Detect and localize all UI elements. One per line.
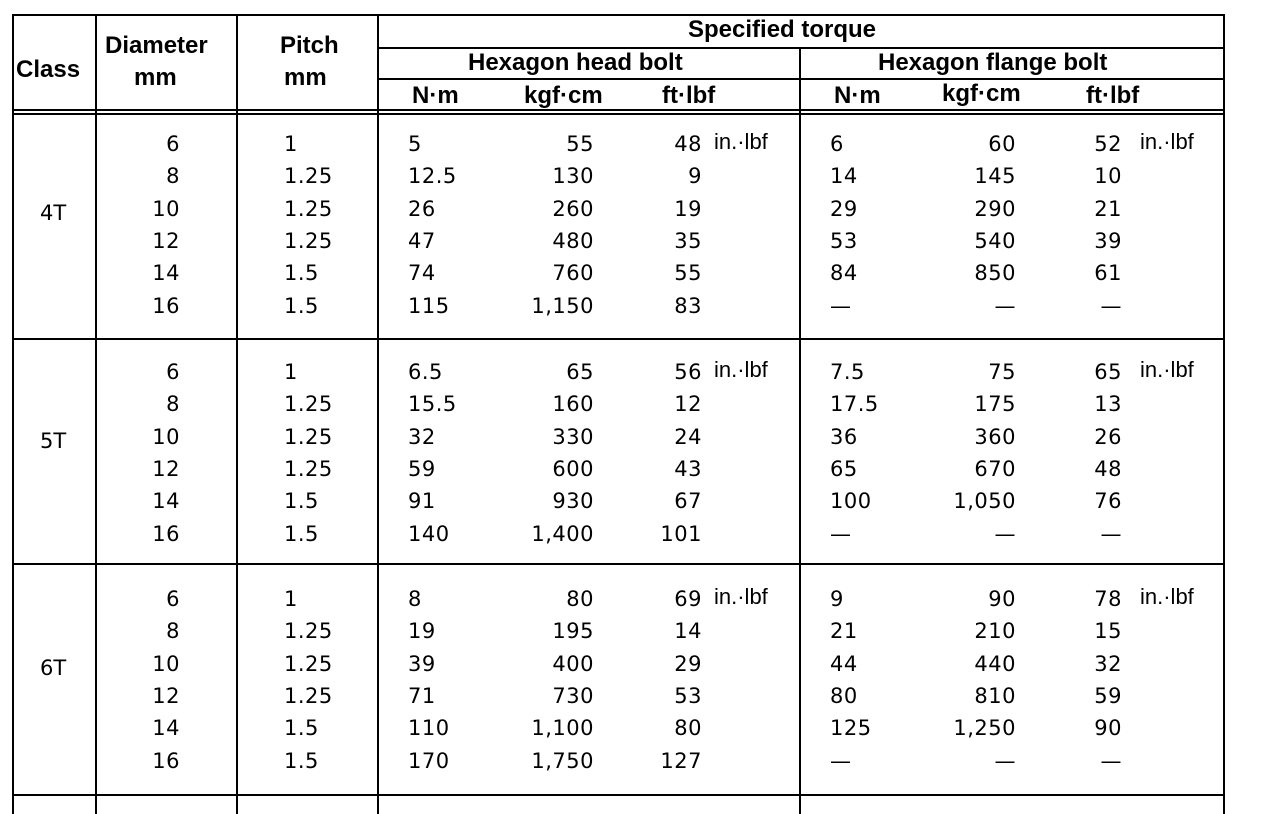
cell-hf: 80 — [674, 716, 702, 741]
cell-hn: 140 — [408, 521, 450, 546]
class-label: 6T — [40, 655, 67, 680]
cell-fk: 850 — [974, 261, 1016, 286]
header-hex-head-bolt: Hexagon head bolt — [468, 49, 683, 76]
inlbf-unit-flange: in.·lbf — [1140, 584, 1194, 609]
unit-header-line — [377, 78, 1225, 80]
cell-hf: 55 — [674, 261, 702, 286]
cell-hn: 74 — [408, 261, 436, 286]
cell-dia: 14 — [152, 261, 180, 286]
left-border — [12, 14, 14, 814]
cell-hn: 8 — [408, 587, 422, 611]
cell-ff: 90 — [1094, 716, 1122, 741]
cell-hn: 39 — [408, 651, 436, 676]
unit-kgfcm-flange: kgf·cm — [942, 80, 1021, 107]
cell-ff: 78 — [1094, 587, 1122, 611]
cell-hk: 480 — [552, 228, 594, 253]
cell-hk: 195 — [552, 619, 594, 644]
cell-pitch: 1.25 — [284, 683, 333, 708]
cell-hn: 91 — [408, 489, 436, 514]
cell-hk: 65 — [566, 360, 594, 384]
cell-hf: 19 — [674, 196, 702, 221]
cell-dia: 12 — [152, 228, 180, 253]
cell-ff: 52 — [1094, 132, 1122, 156]
cell-pitch: 1.25 — [284, 164, 333, 189]
cell-hn: 15.5 — [408, 392, 457, 417]
cell-hk: 130 — [552, 164, 594, 189]
cell-dia: 10 — [152, 196, 180, 221]
cell-pitch: 1.5 — [284, 489, 319, 514]
cell-fk: — — [994, 293, 1016, 318]
cell-pitch: 1.25 — [284, 651, 333, 676]
cell-dia: 16 — [152, 293, 180, 318]
cell-hk: 600 — [552, 456, 594, 481]
cell-fn: 21 — [830, 619, 858, 644]
cell-fk: 670 — [974, 456, 1016, 481]
cell-ff: 32 — [1094, 651, 1122, 676]
cell-hk: 1,400 — [531, 521, 594, 546]
right-border — [1223, 14, 1225, 814]
cell-ff: 15 — [1094, 619, 1122, 644]
cell-hf: 43 — [674, 456, 702, 481]
cell-fn: 100 — [830, 489, 872, 514]
cell-hk: 760 — [552, 261, 594, 286]
cell-hn: 115 — [408, 293, 450, 318]
cell-dia: 8 — [166, 392, 180, 417]
cell-hn: 170 — [408, 748, 450, 773]
cell-fn: 6 — [830, 132, 844, 156]
cell-dia: 6 — [166, 360, 180, 384]
cell-ff: — — [1100, 293, 1122, 318]
cell-ff: 65 — [1094, 360, 1122, 384]
cell-pitch: 1.25 — [284, 196, 333, 221]
group-divider-1 — [12, 338, 1225, 340]
header-diameter-unit: mm — [134, 64, 177, 91]
cell-ff: 61 — [1094, 261, 1122, 286]
cell-fk: 175 — [974, 392, 1016, 417]
cell-hn: 32 — [408, 424, 436, 449]
cell-fk: 540 — [974, 228, 1016, 253]
class-label: 5T — [40, 428, 67, 453]
cell-fk: 1,050 — [953, 489, 1016, 514]
inlbf-unit-flange: in.·lbf — [1140, 357, 1194, 382]
cell-pitch: 1.25 — [284, 424, 333, 449]
cell-fn: 65 — [830, 456, 858, 481]
cell-hf: 127 — [660, 748, 702, 773]
cell-pitch: 1.5 — [284, 716, 319, 741]
cell-fn: 125 — [830, 716, 872, 741]
cell-pitch: 1.5 — [284, 748, 319, 773]
cell-fk: 90 — [988, 587, 1016, 611]
cell-pitch: 1.5 — [284, 261, 319, 286]
cell-hn: 26 — [408, 196, 436, 221]
cell-dia: 12 — [152, 456, 180, 481]
cell-hn: 5 — [408, 132, 422, 156]
cell-pitch: 1.5 — [284, 293, 319, 318]
cell-dia: 10 — [152, 651, 180, 676]
cell-ff: 13 — [1094, 392, 1122, 417]
cell-hf: 101 — [660, 521, 702, 546]
cell-hk: 400 — [552, 651, 594, 676]
cell-fn: 29 — [830, 196, 858, 221]
cell-hf: 53 — [674, 683, 702, 708]
cell-hf: 83 — [674, 293, 702, 318]
header-specified-torque: Specified torque — [688, 16, 877, 43]
cell-fk: — — [994, 521, 1016, 546]
header-bottom-line-2 — [12, 113, 1225, 115]
cell-hf: 35 — [674, 228, 702, 253]
cell-pitch: 1.25 — [284, 228, 333, 253]
cell-pitch: 1.5 — [284, 521, 319, 546]
cell-fn: 84 — [830, 261, 858, 286]
cell-hn: 71 — [408, 683, 436, 708]
cell-fk: 360 — [974, 424, 1016, 449]
cell-hn: 59 — [408, 456, 436, 481]
cell-ff: 39 — [1094, 228, 1122, 253]
cell-ff: 21 — [1094, 196, 1122, 221]
cell-hk: 80 — [566, 587, 594, 611]
cell-hn: 19 — [408, 619, 436, 644]
cell-pitch: 1 — [284, 360, 298, 384]
cell-dia: 12 — [152, 683, 180, 708]
unit-ftlbf-head: ft·lbf — [662, 82, 716, 109]
cell-fn: — — [830, 748, 852, 773]
cell-hk: 260 — [552, 196, 594, 221]
unit-kgfcm-head: kgf·cm — [524, 82, 603, 109]
cell-hf: 14 — [674, 619, 702, 644]
cell-fk: 75 — [988, 360, 1016, 384]
cell-fk: 210 — [974, 619, 1016, 644]
cell-fk: 290 — [974, 196, 1016, 221]
cell-hk: 1,750 — [531, 748, 594, 773]
cell-pitch: 1.25 — [284, 392, 333, 417]
cell-dia: 14 — [152, 489, 180, 514]
group-divider-2 — [12, 563, 1225, 565]
header-pitch-unit: mm — [284, 64, 327, 91]
unit-nm-flange: N·m — [834, 82, 881, 109]
cell-fn: 14 — [830, 164, 858, 189]
header-bottom-line — [12, 109, 1225, 111]
cell-pitch: 1.25 — [284, 456, 333, 481]
cell-dia: 16 — [152, 748, 180, 773]
cell-fn: 80 — [830, 683, 858, 708]
cell-dia: 6 — [166, 132, 180, 156]
cell-dia: 6 — [166, 587, 180, 611]
cell-hf: 24 — [674, 424, 702, 449]
header-class: Class — [16, 56, 81, 83]
cell-hn: 47 — [408, 228, 436, 253]
cell-dia: 8 — [166, 619, 180, 644]
cell-fn: 7.5 — [830, 360, 865, 384]
header-hex-flange-bolt: Hexagon flange bolt — [878, 49, 1108, 76]
cell-hn: 12.5 — [408, 164, 457, 189]
cell-pitch: 1.25 — [284, 619, 333, 644]
cell-fk: — — [994, 748, 1016, 773]
cell-hn: 6.5 — [408, 360, 443, 384]
cell-dia: 16 — [152, 521, 180, 546]
cell-fk: 1,250 — [953, 716, 1016, 741]
inlbf-unit-head: in.·lbf — [714, 357, 768, 382]
cell-dia: 14 — [152, 716, 180, 741]
cell-ff: 26 — [1094, 424, 1122, 449]
cell-hk: 1,100 — [531, 716, 594, 741]
cell-fk: 145 — [974, 164, 1016, 189]
cell-ff: 59 — [1094, 683, 1122, 708]
inlbf-unit-flange: in.·lbf — [1140, 129, 1194, 154]
unit-ftlbf-flange: ft·lbf — [1086, 82, 1140, 109]
torque-table — [12, 14, 1225, 814]
cell-hf: 29 — [674, 651, 702, 676]
cell-hf: 12 — [674, 392, 702, 417]
cell-ff: — — [1100, 521, 1122, 546]
cell-hf: 67 — [674, 489, 702, 514]
cell-ff: 76 — [1094, 489, 1122, 514]
cell-fn: 17.5 — [830, 392, 879, 417]
cell-hn: 110 — [408, 716, 450, 741]
cell-ff: — — [1100, 748, 1122, 773]
col-divider-flange — [799, 49, 801, 814]
cell-hk: 160 — [552, 392, 594, 417]
col-divider-pitch — [236, 14, 238, 814]
cell-fn: 9 — [830, 587, 844, 611]
cell-dia: 8 — [166, 164, 180, 189]
cell-pitch: 1 — [284, 132, 298, 156]
cell-hf: 69 — [674, 587, 702, 611]
cell-hf: 48 — [674, 132, 702, 156]
cell-ff: 48 — [1094, 456, 1122, 481]
cell-hf: 9 — [688, 164, 702, 189]
cell-hk: 730 — [552, 683, 594, 708]
cell-hk: 55 — [566, 132, 594, 156]
cell-pitch: 1 — [284, 587, 298, 611]
inlbf-unit-head: in.·lbf — [714, 584, 768, 609]
group-divider-3 — [12, 794, 1225, 796]
class-label: 4T — [40, 200, 67, 225]
top-border — [12, 14, 1225, 16]
cell-hf: 56 — [674, 360, 702, 384]
cell-fn: 36 — [830, 424, 858, 449]
cell-fn: — — [830, 293, 852, 318]
inlbf-unit-head: in.·lbf — [714, 129, 768, 154]
cell-fk: 60 — [988, 132, 1016, 156]
cell-hk: 1,150 — [531, 293, 594, 318]
cell-hk: 930 — [552, 489, 594, 514]
cell-fn: 44 — [830, 651, 858, 676]
cell-ff: 10 — [1094, 164, 1122, 189]
cell-fk: 440 — [974, 651, 1016, 676]
cell-dia: 10 — [152, 424, 180, 449]
col-divider-torque — [377, 14, 379, 814]
cell-fn: — — [830, 521, 852, 546]
cell-hk: 330 — [552, 424, 594, 449]
cell-fk: 810 — [974, 683, 1016, 708]
unit-nm-head: N·m — [412, 82, 459, 109]
header-diameter: Diameter — [105, 32, 208, 59]
cell-fn: 53 — [830, 228, 858, 253]
header-pitch: Pitch — [280, 32, 339, 59]
